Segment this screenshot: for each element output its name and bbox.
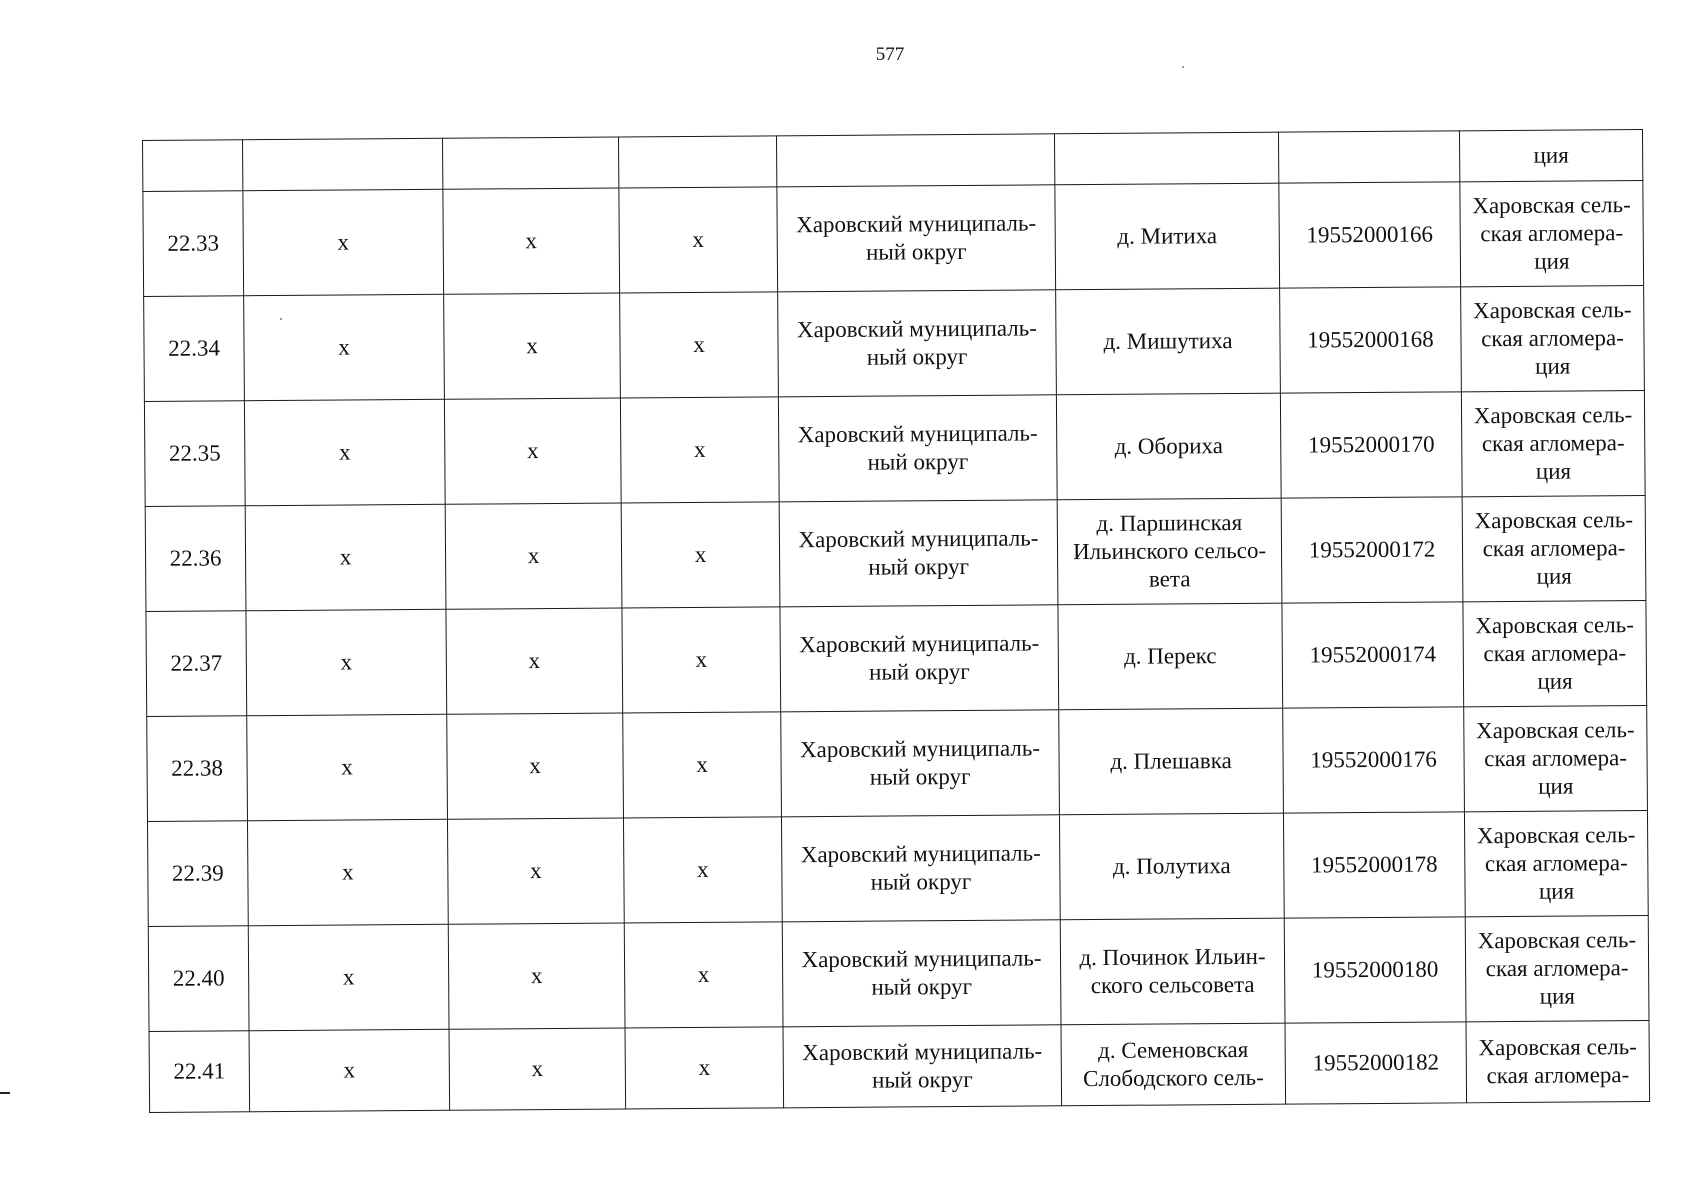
settlement-cell-line: д. Семеновская — [1098, 1036, 1249, 1064]
table-row — [149, 1020, 1650, 1112]
table-row — [148, 915, 1649, 1031]
oktmo-code-cell: 19552000182 — [1285, 1022, 1467, 1104]
district-cell — [782, 920, 1061, 1027]
agglomeration-cell — [1462, 495, 1646, 601]
x-mark-cell: х — [622, 607, 781, 713]
x-mark-cell: х — [247, 714, 448, 820]
x-mark-cell: х — [620, 292, 779, 398]
settlement-cell-line: д. Полутиха — [1112, 853, 1231, 879]
x-mark-cell: х — [621, 502, 780, 608]
agglomeration-cell-line: ская агломера- — [1485, 955, 1629, 982]
table-cell — [776, 134, 1054, 187]
oktmo-code-cell: 19552000180 — [1284, 917, 1466, 1023]
continuation-cell: ция — [1459, 130, 1642, 182]
x-mark-cell: х — [243, 189, 444, 295]
agglomeration-cell-line: ция — [1534, 353, 1571, 379]
district-cell — [781, 815, 1060, 922]
agglomeration-cell-line: ция — [1534, 248, 1570, 274]
table-cell — [1278, 131, 1459, 183]
table-row — [146, 600, 1647, 716]
agglomeration-cell-line: ская агломера- — [1483, 640, 1627, 667]
district-cell-line: Харовский муниципаль- — [796, 210, 1037, 238]
oktmo-code-cell: 19552000174 — [1282, 602, 1464, 708]
settlement-cell-line: ского сельсовета — [1090, 971, 1255, 999]
settlement-cell-line: Ильинского сельсо- — [1072, 537, 1267, 565]
agglomeration-cell-line: ская агломера- — [1486, 1062, 1630, 1089]
agglomeration-cell-line: ция — [1537, 668, 1573, 694]
settlement-cell — [1061, 1023, 1286, 1106]
agglomeration-cell-line: ция — [1535, 458, 1572, 484]
settlement-cell-line: д. Починок Ильин- — [1079, 943, 1266, 971]
district-cell — [780, 605, 1059, 712]
district-cell — [783, 1025, 1062, 1108]
page-number: 577 — [875, 44, 905, 65]
agglomeration-cell-line: ская агломера- — [1480, 220, 1624, 247]
x-mark-cell: х — [446, 608, 623, 714]
district-cell-line: Харовский муниципаль- — [799, 735, 1041, 763]
district-cell-line: ный округ — [870, 868, 972, 895]
agglomeration-cell — [1465, 915, 1649, 1021]
agglomeration-cell — [1463, 600, 1647, 706]
oktmo-code-cell: 19552000166 — [1279, 182, 1461, 288]
settlement-cell — [1059, 813, 1284, 920]
oktmo-code-cell: 19552000178 — [1283, 812, 1465, 918]
row-number-cell: 22.40 — [148, 926, 249, 1032]
x-mark-cell: х — [623, 817, 782, 923]
row-number-cell: 22.35 — [144, 401, 245, 507]
x-mark-cell: х — [244, 294, 445, 400]
settlement-cell-line: д. Митиха — [1117, 223, 1218, 249]
settlement-cell — [1058, 603, 1283, 710]
x-mark-cell: х — [246, 609, 447, 715]
x-mark-cell: х — [447, 818, 624, 924]
district-cell-line: ный округ — [872, 1066, 973, 1093]
district-cell-line: ный округ — [867, 448, 969, 475]
agglomeration-cell-line: Харовская сель- — [1475, 612, 1634, 639]
x-mark-cell: х — [444, 293, 621, 399]
district-cell — [781, 710, 1060, 817]
agglomeration-cell-line: ция — [1539, 983, 1575, 1009]
settlement-cell — [1060, 918, 1285, 1025]
agglomeration-cell-line: Харовская сель- — [1473, 402, 1633, 429]
oktmo-code-cell: 19552000170 — [1280, 392, 1462, 498]
agglomeration-cell-line: Харовская сель- — [1472, 297, 1632, 324]
row-number-cell: 22.36 — [145, 506, 246, 612]
settlement-cell-line: д. Перекс — [1123, 643, 1217, 669]
settlement-cell-line: д. Плешавка — [1110, 748, 1232, 774]
district-cell-line: Харовский муниципаль- — [798, 525, 1039, 553]
table-row — [144, 390, 1645, 506]
agglomeration-cell — [1464, 810, 1648, 916]
agglomeration-cell-line: Харовская сель- — [1477, 927, 1637, 954]
agglomeration-cell — [1464, 705, 1648, 811]
agglomeration-cell — [1461, 390, 1645, 496]
agglomeration-cell-line: Харовская сель- — [1472, 192, 1631, 219]
agglomeration-cell-line: Харовская сель- — [1476, 822, 1636, 849]
scan-speck — [1182, 66, 1184, 68]
agglomeration-cell-line: Харовская сель- — [1478, 1034, 1637, 1061]
agglomeration-cell-line: ская агломера- — [1481, 325, 1624, 352]
table-cell — [143, 140, 243, 192]
row-number-cell: 22.37 — [146, 611, 247, 717]
x-mark-cell: х — [624, 922, 783, 1028]
x-mark-cell: х — [447, 713, 624, 819]
table-cell — [618, 136, 776, 188]
district-cell — [777, 185, 1056, 292]
x-mark-cell: х — [619, 187, 778, 293]
row-number-cell: 22.41 — [149, 1031, 250, 1113]
settlement-cell-line: д. Обориха — [1114, 433, 1223, 459]
district-cell-line: ный округ — [869, 763, 971, 790]
agglomeration-cell — [1460, 180, 1644, 286]
agglomeration-cell-line: ция — [1536, 563, 1572, 589]
district-cell-line: Харовский муниципаль- — [800, 840, 1041, 868]
settlement-cell — [1056, 393, 1281, 500]
district-cell-line: Харовский муниципаль- — [801, 945, 1042, 973]
x-mark-cell: х — [249, 1029, 450, 1111]
agglomeration-cell-line: Харовская сель- — [1474, 507, 1634, 534]
settlement-cell-line: д. Мишутиха — [1103, 328, 1233, 354]
district-cell-line: ный округ — [866, 343, 968, 370]
table-row — [144, 285, 1645, 401]
district-cell-line: ный округ — [865, 238, 967, 265]
x-mark-cell: х — [245, 504, 446, 610]
district-cell — [778, 290, 1057, 397]
agglomeration-cell — [1466, 1020, 1650, 1102]
x-mark-cell: х — [623, 712, 782, 818]
table-row — [147, 810, 1648, 926]
table-row — [145, 495, 1646, 611]
oktmo-code-cell: 19552000176 — [1283, 707, 1465, 813]
x-mark-cell: х — [445, 503, 622, 609]
settlement-cell-line: Слободского сель- — [1082, 1064, 1264, 1092]
district-cell-line: ный округ — [869, 658, 970, 685]
agglomeration-cell-line: ская агломера- — [1481, 430, 1625, 457]
district-cell-line: ный округ — [868, 553, 970, 580]
x-mark-cell: х — [248, 924, 449, 1030]
district-cell-line: Харовский муниципаль- — [802, 1038, 1043, 1066]
table-cell — [1054, 132, 1278, 185]
settlement-cell-line: вета — [1148, 566, 1191, 592]
district-cell-line: Харовский муниципаль- — [797, 420, 1038, 448]
oktmo-code-cell: 19552000168 — [1280, 287, 1462, 393]
settlement-cell — [1059, 708, 1284, 815]
settlement-cell — [1055, 183, 1280, 290]
margin-mark — [0, 1092, 10, 1094]
district-cell — [779, 500, 1058, 607]
district-cell-line: Харовский муниципаль- — [799, 630, 1040, 658]
x-mark-cell: х — [244, 399, 445, 505]
agglomeration-cell-line: ция — [1538, 773, 1574, 799]
x-mark-cell: х — [443, 188, 620, 294]
x-mark-cell: х — [444, 398, 621, 504]
agglomeration-cell-line: Харовская сель- — [1476, 717, 1635, 744]
table-cell — [442, 137, 618, 189]
agglomeration-cell-line: ская агломера- — [1484, 745, 1628, 772]
agglomeration-cell-line: ция — [1538, 878, 1575, 904]
x-mark-cell: х — [620, 397, 779, 503]
x-mark-cell: х — [247, 819, 448, 925]
district-cell — [778, 395, 1057, 502]
row-number-cell: 22.33 — [143, 191, 244, 297]
row-number-cell: 22.34 — [144, 296, 245, 402]
agglomeration-cell-line: ская агломера- — [1482, 535, 1626, 562]
table-row — [143, 180, 1644, 296]
x-mark-cell: х — [449, 1028, 626, 1110]
district-cell-line: ный округ — [871, 973, 973, 1000]
table-row — [147, 705, 1648, 821]
x-mark-cell: х — [625, 1027, 784, 1109]
oktmo-code-cell: 19552000172 — [1281, 497, 1463, 603]
x-mark-cell: х — [448, 923, 625, 1029]
table-cell — [243, 138, 443, 190]
settlement-cell — [1056, 288, 1281, 395]
row-number-cell: 22.39 — [147, 821, 248, 927]
agglomeration-cell-line: ская агломера- — [1484, 850, 1628, 877]
settlement-cell-line: д. Паршинская — [1096, 509, 1243, 537]
settlements-table — [142, 129, 1650, 1113]
row-number-cell: 22.38 — [147, 716, 248, 822]
agglomeration-cell — [1461, 285, 1645, 391]
settlement-cell — [1057, 498, 1282, 605]
district-cell-line: Харовский муниципаль- — [796, 315, 1037, 343]
